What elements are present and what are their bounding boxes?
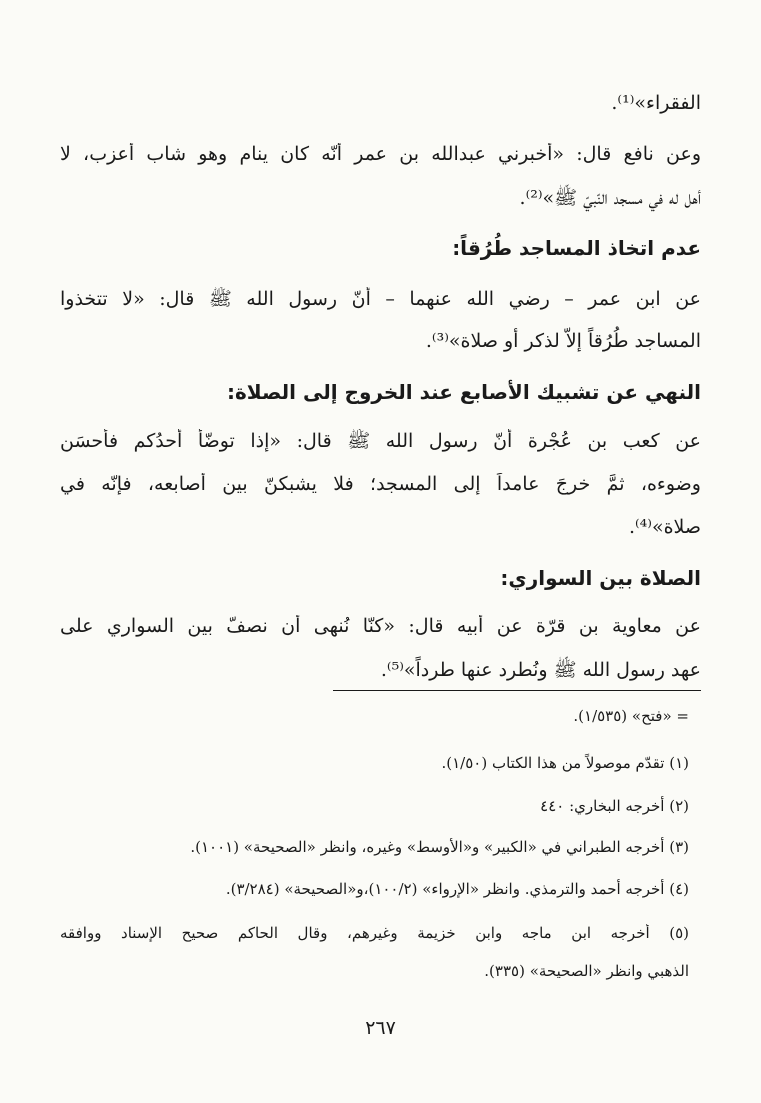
text-line: صلاة»⁽⁴⁾.: [628, 516, 701, 538]
footnote-line: الذهبي وانظر «الصحيحة» (٣٣٥).: [484, 962, 689, 980]
footnote-line: (٣) أخرجه الطبراني في «الكبير» و«الأوسط» وغيره، وانظر «الصحيحة» (١٠٠١).: [190, 838, 689, 856]
text-line: أهل له في مسجد النّبيّ ﷺ»⁽²⁾.: [519, 187, 701, 209]
text-line: المساجد طُرُقاً إلاّ لذكر أو صلاة»⁽³⁾.: [425, 330, 701, 352]
footnote-line: (١) تقدّم موصولاً من هذا الكتاب (١/٥٠).: [441, 754, 689, 772]
footnote-line: = «فتح» (١/٥٣٥).: [573, 707, 689, 725]
footnote-separator: [333, 690, 701, 691]
section-heading: الصلاة بين السواري:: [500, 566, 701, 590]
section-heading: النهي عن تشبيك الأصابع عند الخروج إلى الصلاة:: [226, 380, 701, 404]
text-line: الفقراء»⁽¹⁾.: [611, 92, 701, 114]
footnote-line: (٢) أخرجه البخاري: ٤٤٠: [540, 797, 689, 815]
text-line: عن ابن عمر – رضي الله عنهما – أنّ رسول الله ﷺ قال: «لا تتخذوا: [60, 288, 701, 310]
text-line: عن كعب بن عُجْرة أنّ رسول الله ﷺ قال: «إذا توضّأ أحدُكم فأحسَن: [60, 430, 701, 452]
text-line: وعن نافع قال: «أخبرني عبدالله بن عمر أنّه كان ينام وهو شاب أعزب، لا: [60, 143, 701, 165]
footnote-line: (٤) أخرجه أحمد والترمذي. وانظر «الإرواء» (١٠٠/٢)،و«الصحيحة» (٣/٢٨٤).: [225, 880, 689, 898]
text-line: عهد رسول الله ﷺ ونُطرد عنها طرداً»⁽⁵⁾.: [380, 659, 701, 681]
page-number: ٢٦٧: [365, 1017, 396, 1039]
section-heading: عدم اتخاذ المساجد طُرُقاً:: [452, 236, 701, 260]
text-line: وضوءه، ثمَّ خرجَ عامداً إلى المسجد؛ فلا يشبكنّ بين أصابعه، فإنّه في: [60, 473, 701, 495]
footnote-line: (٥) أخرجه ابن ماجه وابن خزيمة وغيرهم، وقال الحاكم صحيح الإسناد ووافقه: [60, 924, 689, 942]
text-line: عن معاوية بن قرّة عن أبيه قال: «كنّا نُنهى أن نصفّ بين السواري على: [60, 615, 701, 637]
